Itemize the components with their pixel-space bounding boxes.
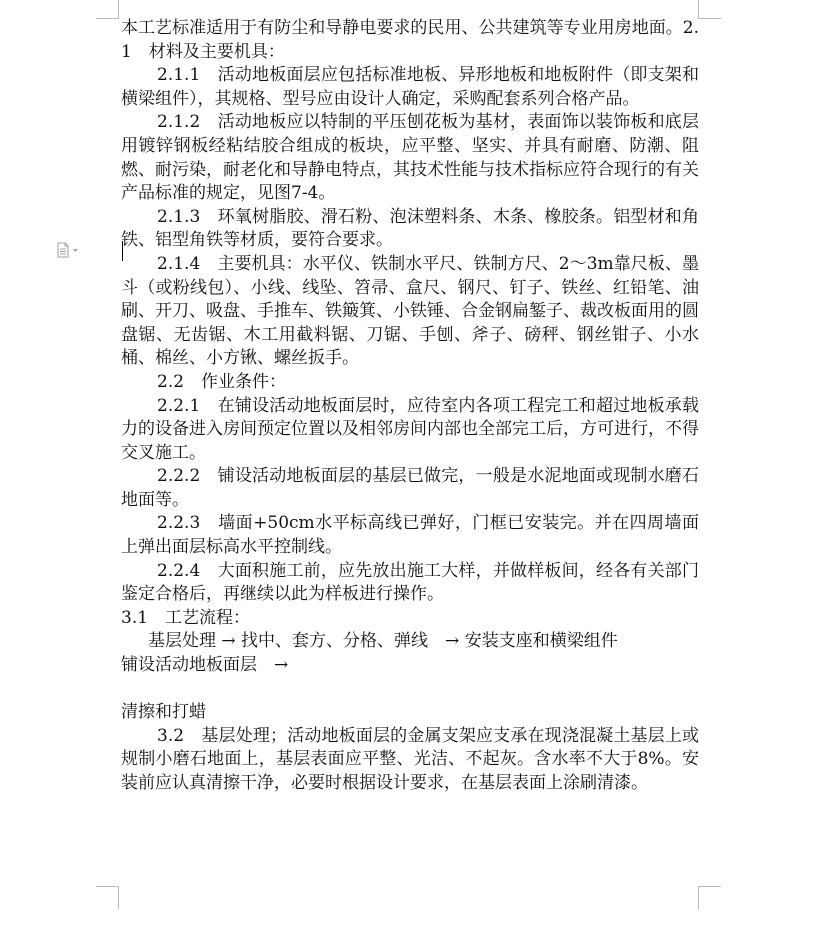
paragraph-2-1-3: 2.1.3 环氧树脂胶、滑石粉、泡沫塑料条、木条、橡胶条。铝型材和角铁、铝型角铁等材质，要符合要求。 — [121, 206, 699, 251]
crop-mark-bottom-left — [96, 886, 119, 909]
flow-line-3: 清擦和打蜡 — [121, 702, 206, 723]
paragraph-2-1-4: 2.1.4 主要机具：水平仪、铁制水平尺、铁制方尺、2～3m靠尺板、墨斗（或粉线包）、小线、线坠、笤帚、盒尺、钢尺、钉子、铁丝、红铅笔、油刷、开刀、吸盘、手推车、铁簸箕、小铁锤、合金钢扁錾子、裁改板面用的圆盘锯、无齿锯、木工用截料锯、刀锯、手刨、斧子、磅秤、钢丝钳子、小水桶、棉丝、小方锹、螺丝扳手。 — [121, 253, 699, 369]
paragraph-2-2-1: 2.2.1 在铺设活动地板面层时，应待室内各项工程完工和超过地板承载力的设备进入房间预定位置以及相邻房间内部也全部完工后，方可进行，不得交叉施工。 — [121, 395, 699, 463]
paragraph-2-2-2: 2.2.2 铺设活动地板面层的基层已做完，一般是水泥地面或现制水磨石地面等。 — [121, 466, 699, 510]
paragraph-2-2-4: 2.2.4 大面积施工前，应先放出施工大样，并做样板间，经各有关部门鉴定合格后，再继续以此为样板进行操作。 — [121, 560, 699, 605]
flow-line-2: 铺设活动地板面层 → — [121, 655, 289, 676]
crop-mark-bottom-right — [698, 886, 721, 909]
paragraph-2-1-2: 2.1.2 活动地板应以特制的平压刨花板为基材，表面饰以装饰板和底层用镀锌钢板经粘结胶合组成的板块，应平整、坚实、并具有耐磨、防潮、阻燃、耐污染，耐老化和导静电特点，其技术性能与技术指标应符合现行的有关产品标准的规定，见图7-4。 — [121, 112, 699, 204]
paragraph-3-2: 3.2 基层处理；活动地板面层的金属支架应支承在现浇混凝土基层上或规制小磨石地面上，基层表面应平整、光洁、不起灰。含水率不大于8%。安装前应认真清擦干净，必要时根据设计要求，在基层表面上涂刷清漆。 — [121, 725, 699, 793]
paragraph-2-1-1: 2.1.1 活动地板面层应包括标准地板、异形地板和地板附件（即支架和横梁组件），其规格、型号应由设计人确定，采购配套系列合格产品。 — [121, 65, 699, 109]
blank-line — [121, 678, 699, 702]
crop-mark-top-right — [698, 0, 721, 19]
paragraph-2-2-3: 2.2.3 墙面+50cm水平标高线已弹好，门框已安装完。并在四周墙面上弹出面层标高水平控制线。 — [121, 513, 699, 558]
paragraph-2-2: 2.2 作业条件： — [157, 371, 287, 392]
document-paragraph-icon[interactable] — [55, 242, 81, 258]
flow-line-1: 基层处理 → 找中、套方、分格、弹线 → 安装支座和横梁组件 — [148, 631, 618, 652]
paragraph-3-1: 3.1 工艺流程： — [121, 607, 251, 628]
paragraph-intro: 本工艺标准适用于有防尘和导静电要求的民用、公共建筑等专业用房地面。2.1 材料及主要机具： — [121, 18, 699, 62]
document-body[interactable] — [121, 17, 699, 796]
crop-mark-top-left — [96, 0, 119, 19]
